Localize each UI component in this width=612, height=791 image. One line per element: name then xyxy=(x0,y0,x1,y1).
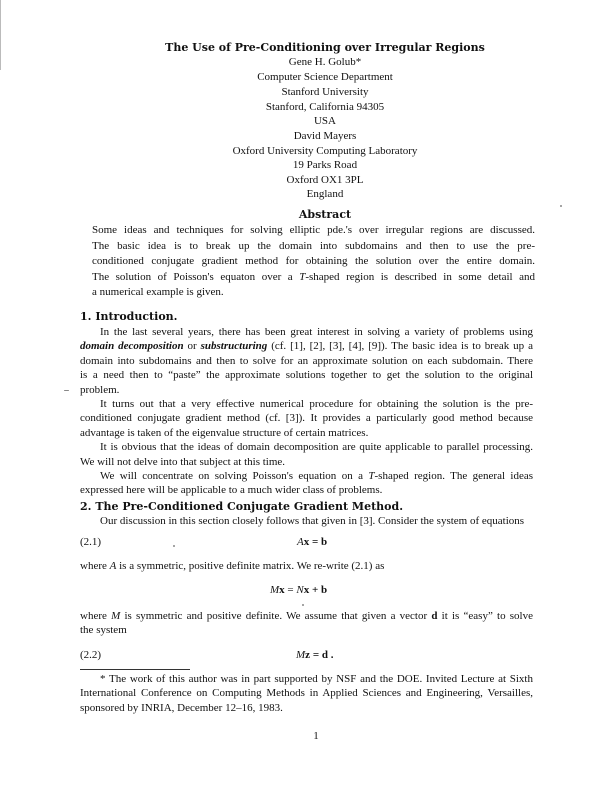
text-line xyxy=(80,455,533,469)
section-2-intro xyxy=(80,514,533,528)
text-line xyxy=(92,239,535,255)
page-number: 1 xyxy=(313,730,319,742)
text-line xyxy=(80,701,533,715)
equation-2-1-label: (2.1) xyxy=(80,536,102,548)
eq-vec: x xyxy=(303,536,310,548)
equation-2-2 xyxy=(296,649,333,662)
abstract-heading: Abstract xyxy=(298,208,352,221)
text-segment: problem. xyxy=(80,383,120,396)
text-segment: The solution of Poisson's equaton over a xyxy=(92,270,300,283)
text-segment: it is “easy” to solve xyxy=(437,610,533,622)
affiliation-line: 19 Parks Road xyxy=(292,159,358,171)
text-segment: is a symmetric, positive definite matrix. We re-write (2.1) as xyxy=(116,560,385,572)
text-segment: (cf. [1], [2], [3], [4], [9]). The basic idea is to break up a xyxy=(267,340,534,353)
text-line xyxy=(80,514,533,528)
eq-var: M xyxy=(296,649,306,661)
section-1-body xyxy=(80,325,533,498)
text-segment: -shaped region is described in some detail and xyxy=(305,270,535,283)
text-segment: domain decomposition xyxy=(80,340,184,353)
text-line xyxy=(80,426,533,440)
scan-speck xyxy=(64,390,69,391)
eq-vec: z xyxy=(305,649,311,661)
text-segment: advantage is taken of the eigenvalue structure of certain matrices. xyxy=(80,426,369,439)
text-segment: We will concentrate on solving Poisson's equation on a xyxy=(100,470,369,483)
eq-var: A xyxy=(297,536,304,548)
text-segment: -shaped region. The general ideas xyxy=(374,470,533,483)
scan-speck xyxy=(173,545,175,547)
affiliation-line: Stanford, California 94305 xyxy=(265,101,385,113)
eq-rhs: = b xyxy=(311,536,328,548)
author-golub: Gene H. Golub* xyxy=(288,56,362,68)
equation-2-2-label: (2.2) xyxy=(80,649,102,661)
text-segment: Some ideas and techniques for solving elliptic pde.'s over irregular regions are discussed. xyxy=(92,224,535,236)
affiliation-line: Oxford OX1 3PL xyxy=(286,174,364,186)
text-segment: is a need then to “paste” the approximate solutions together to get the solution to the original xyxy=(80,369,533,382)
text-line xyxy=(92,270,535,286)
text-segment: or xyxy=(183,340,201,353)
text-segment: domain into subdomains and then to solve for an approximate solution on each subdomain. There xyxy=(80,354,533,367)
paper-title: The Use of Pre-Conditioning over Irregular Regions xyxy=(165,41,485,54)
text-line xyxy=(80,383,533,397)
footnote xyxy=(80,672,533,715)
text-segment: expressed here will be applicable to a much wider class of problems. xyxy=(80,484,383,497)
text-segment: is symmetric and positive definite. We assume that given a vector xyxy=(120,610,432,622)
text-segment: the system xyxy=(80,624,127,637)
text-segment: T xyxy=(368,470,375,483)
eq-vec: x xyxy=(303,584,310,596)
affiliation-line: England xyxy=(306,188,344,200)
eq-plus-b: + b xyxy=(309,584,328,596)
text-segment: International Conference on Computing Methods in Applied Sciences and Engineering, Versailles, xyxy=(80,687,533,700)
text-after-2-1 xyxy=(80,559,533,573)
text-line xyxy=(92,223,535,239)
author-mayers: David Mayers xyxy=(293,130,357,142)
affiliation-line: Computer Science Department xyxy=(257,71,393,83)
text-line xyxy=(80,469,533,483)
text-segment: where xyxy=(80,610,112,622)
section-2-heading: 2. The Pre-Conditioned Conjugate Gradient Method. xyxy=(80,500,404,513)
scan-speck xyxy=(560,205,562,207)
text-line xyxy=(92,254,535,270)
equation-mx-nx-b xyxy=(270,584,327,597)
text-line xyxy=(80,397,533,411)
affiliation-line: Oxford University Computing Laboratory xyxy=(232,145,418,157)
text-segment: It is obvious that the ideas of domain decomposition are quite applicable to parallel processing. xyxy=(100,441,533,454)
text-line xyxy=(80,411,533,425)
text-segment: d xyxy=(431,610,438,622)
abstract-body xyxy=(92,223,535,301)
text-segment: It turns out that a very effective numerical procedure for obtaining the solution is the pre- xyxy=(100,398,533,411)
eq-var: N xyxy=(296,584,304,596)
text-line xyxy=(80,686,533,700)
text-line xyxy=(80,623,533,637)
text-segment: Our discussion in this section closely follows that given in [3]. Consider the system of equations xyxy=(100,515,525,527)
text-line xyxy=(80,672,533,686)
text-segment: M xyxy=(111,610,121,622)
text-line xyxy=(92,285,535,301)
eq-equals: = xyxy=(284,584,297,596)
text-segment: where xyxy=(80,560,110,572)
text-line xyxy=(80,559,533,573)
text-line xyxy=(80,354,533,368)
text-line xyxy=(80,325,533,339)
text-segment: We will not delve into that subject at this time. xyxy=(80,455,286,468)
eq-vec: x xyxy=(279,584,285,596)
text-segment: In the last several years, there has been great interest in solving a variety of problems using xyxy=(100,326,533,338)
text-line xyxy=(80,483,533,497)
text-after-mx xyxy=(80,609,533,638)
eq-var: M xyxy=(270,584,280,596)
text-segment: T xyxy=(299,270,306,283)
text-segment: substructuring xyxy=(200,340,268,353)
affiliation-line: USA xyxy=(313,115,336,127)
equation-2-1 xyxy=(297,536,327,549)
text-line xyxy=(80,440,533,454)
affiliation-line: Stanford University xyxy=(281,86,369,98)
text-segment: a numerical example is given. xyxy=(92,286,224,299)
text-segment: A xyxy=(109,560,117,572)
text-line xyxy=(80,339,533,353)
text-segment: * The work of this author was in part supported by NSF and the DOE. Invited Lecture at Sixth xyxy=(100,673,533,685)
text-segment: conditioned conjugate gradient method for obtaining the solution over the entire domain. xyxy=(92,255,535,268)
text-line xyxy=(80,609,533,623)
text-line xyxy=(80,368,533,382)
text-segment: The basic idea is to break up the domain into subdomains and then to use the pre- xyxy=(92,239,535,252)
eq-rhs: = d . xyxy=(312,649,334,661)
text-segment: conditioned conjugate gradient method (cf. [3]). It provides a particularly good method because xyxy=(80,412,533,425)
section-1-heading: 1. Introduction. xyxy=(80,310,178,323)
scan-speck xyxy=(302,604,304,606)
text-segment: sponsored by INRIA, December 12–16, 1983. xyxy=(80,701,283,714)
footnote-rule xyxy=(80,669,190,670)
